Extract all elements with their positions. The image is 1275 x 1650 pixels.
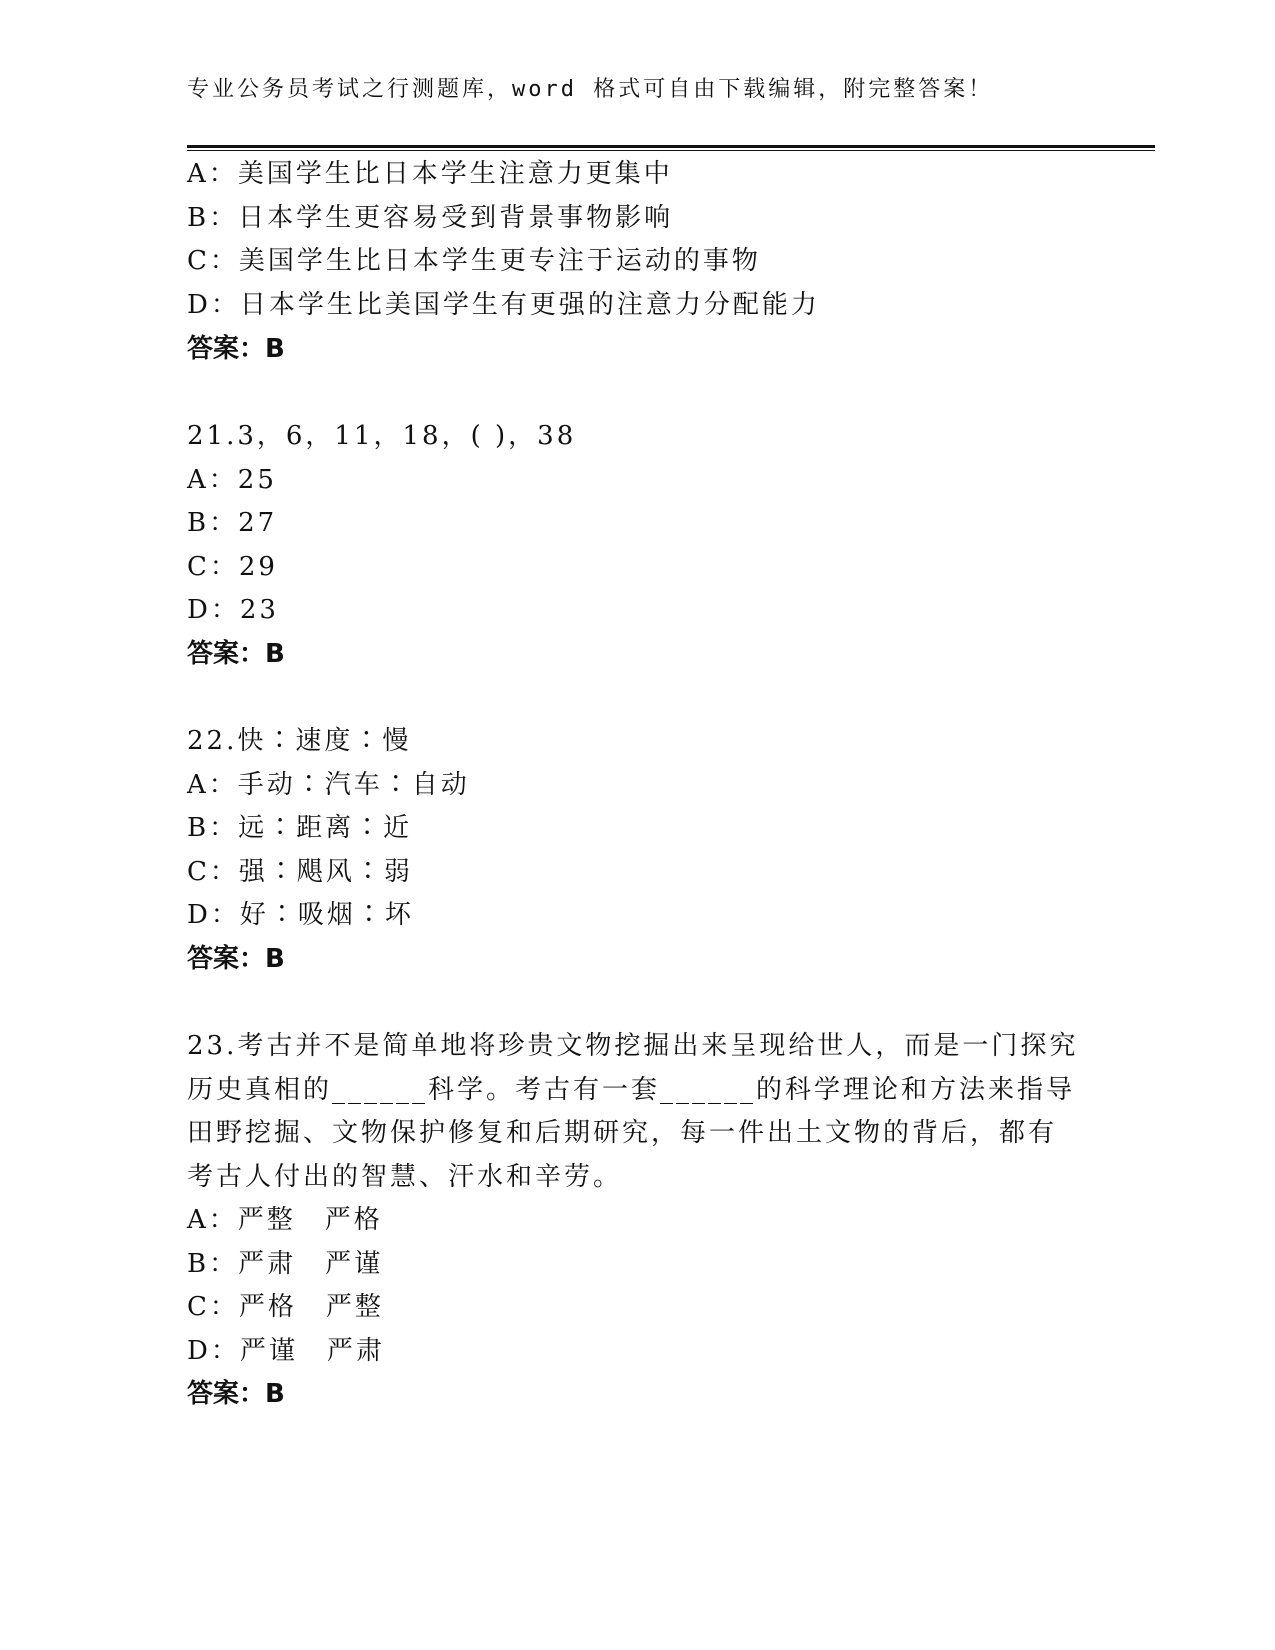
q20-option-a: A：美国学生比日本学生注意力更集中 bbox=[187, 159, 673, 189]
q22-option-d: D：好∶吸烟∶坏 bbox=[187, 900, 414, 930]
q23-option-c: C：严格 严整 bbox=[187, 1292, 384, 1322]
q22-stem: 22.快∶速度∶慢 bbox=[187, 726, 412, 756]
q21-option-c: C：29 bbox=[187, 552, 278, 582]
q23-stem-line-1: 23.考古并不是简单地将珍贵文物挖掘出来呈现给世人，而是一门探究 bbox=[187, 1031, 1079, 1061]
q21-option-a: A：25 bbox=[187, 465, 277, 495]
q21-stem: 21.3，6，11，18，( )，38 bbox=[187, 421, 577, 451]
q20-option-c: C：美国学生比日本学生更专注于运动的事物 bbox=[187, 246, 761, 276]
q20-option-b: B：日本学生更容易受到背景事物影响 bbox=[187, 203, 674, 233]
q21-answer: 答案：B bbox=[187, 639, 285, 669]
q23-stem-line-2: 历史真相的______科学。考古有一套______的科学理论和方法来指导 bbox=[187, 1075, 1076, 1105]
q23-option-b: B：严肃 严谨 bbox=[187, 1249, 384, 1279]
q21-option-d: D：23 bbox=[187, 595, 279, 625]
q22-option-a: A：手动∶汽车∶自动 bbox=[187, 770, 470, 800]
q23-stem-line-4: 考古人付出的智慧、汗水和辛劳。 bbox=[187, 1162, 623, 1192]
q22-option-c: C：强∶飓风∶弱 bbox=[187, 857, 413, 887]
page-header: 专业公务员考试之行测题库，word 格式可自由下载编辑，附完整答案！ bbox=[187, 77, 994, 102]
q21-option-b: B：27 bbox=[187, 508, 278, 538]
q20-option-d: D：日本学生比美国学生有更强的注意力分配能力 bbox=[187, 290, 820, 320]
q23-option-a: A：严整 严格 bbox=[187, 1205, 383, 1235]
q20-answer: 答案：B bbox=[187, 334, 285, 364]
q23-stem-line-3: 田野挖掘、文物保护修复和后期研究，每一件出土文物的背后，都有 bbox=[187, 1118, 1058, 1148]
q23-answer: 答案：B bbox=[187, 1379, 285, 1409]
q22-option-b: B：远∶距离∶近 bbox=[187, 813, 413, 843]
q22-answer: 答案：B bbox=[187, 944, 285, 974]
header-divider bbox=[187, 145, 1155, 151]
q23-option-d: D：严谨 严肃 bbox=[187, 1336, 385, 1366]
